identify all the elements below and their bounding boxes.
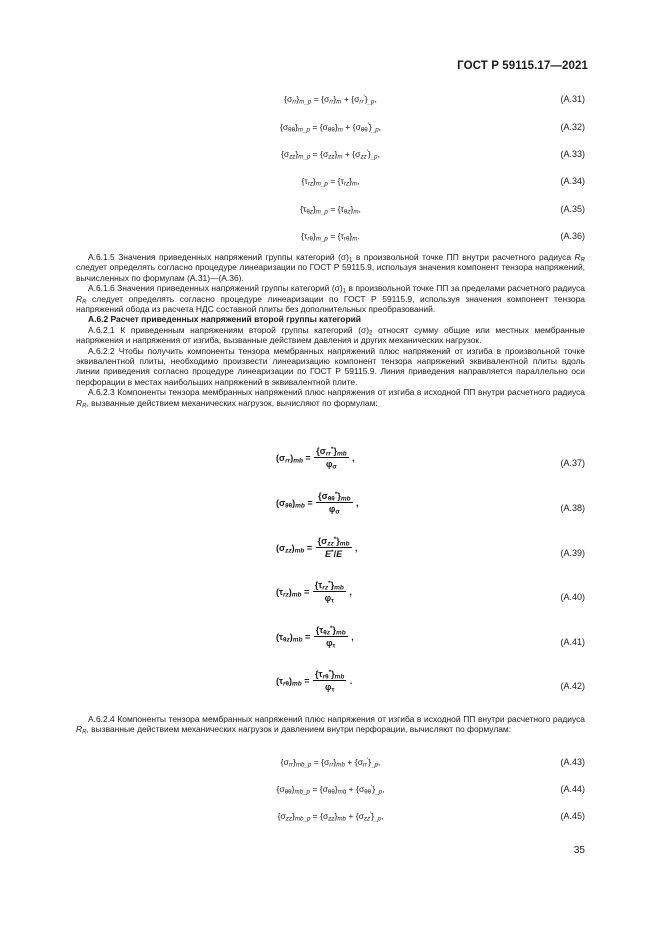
eq-number: (А.31) [560,94,585,104]
eq-number: (А.39) [560,548,585,558]
formula-a40: $(\tau_{rz})_{mb}$ = $\frac{\{\tau_{rz}^*\}_{mb}}{\varphi_\tau}$ , (А.40) [276,580,585,605]
formula-a41: $(\tau_{\theta z})_{mb}$ = $\frac{\{\tau_{\theta z}^*\}_{mb}}{\varphi_\tau}$ , (А.41) [276,625,585,650]
formula-a36: $\{\tau_{r\theta}\}_{m\_p} = \{\tau_{r\theta}\}_m$. (А.36) [301,231,585,243]
formula-a42: $(\tau_{r\theta})_{mb}$ = $\frac{\{\tau_{r\theta}^*\}_{mb}}{\varphi_\tau}$ . (А.42) [276,669,585,694]
formula-a37: $(\sigma_{rr})_{mb}$ = $\frac{\{\sigma_{rr}^*\}_{mb}}{\varphi_\sigma}$ , (А.37) [276,446,585,471]
formula-a33: $\{\sigma_{zz}\}_{m\_p} = \{\sigma_{zz}\}_m + \{\sigma_{zz}'\}_{\_p}$, (А.33) [281,149,585,161]
formula-a35: $\{\tau_{\theta z}\}_{m\_p} = \{\tau_{\theta z}\}_m$, (А.35) [300,204,585,216]
formula-a34: $\{\tau_{rz}\}_{m\_p} = \{\tau_{rz}\}_m$, (А.34) [301,176,585,188]
eq-number: (А.42) [560,681,585,691]
formula-a43: $\{\sigma_{rr}\}_{mb\_p} = \{\sigma_{rr}\}_{mb} + \{\sigma_{rr}'\}_{\_p}$, (А.43) [280,757,585,769]
paragraph-a623: А.6.2.3 Компоненты тензора мембранных напряжений плюс напряжения от изгиба в исходной ПП внутри расчетного радиуса $R_R$, вызванные действием механических нагрузок, вычисляют по формулам: [76,387,585,410]
formula-a45: $\{\sigma_{zz}\}_{mb\_p} = \{\sigma_{zz}\}_{mb} + \{\sigma_{zz}'\}_{\_p}$, (А.45) [277,811,585,823]
paragraph-a615: А.6.1.5 Значения приведенных напряжений группы категорий $(\sigma)_1$ в произвольной точке ПП внутри расчетного радиуса $R_R$ следует определять согласно процедуре линеаризации по ГОСТ Р 59115.9, используя значения компонент тензора напряжений, вычисленных по формулам (А.31)—(А.36). [76,252,585,283]
formula-a32: $\{\sigma_{\theta\theta}\}_{m\_p} = \{\sigma_{\theta\theta}\}_m + \{\sigma_{\theta\theta}'\}_{\_p}$, (А.32) [279,122,585,134]
eq-number: (А.44) [560,784,585,794]
paragraph-a616: А.6.1.6 Значения приведенных напряжений группы категорий $(\sigma)_1$ в произвольной точке ПП за пределами расчетного радиуса $R_R$ следует определять согласно процедуре линеаризации по ГОСТ Р 59115.9, используя значения компонент тензора напряжений обода из расчета НДС составной плиты без дополнительных преобразований. [76,283,585,315]
eq-number: (А.35) [560,204,585,214]
eq-number: (А.40) [560,592,585,602]
formula-a31: $\{\sigma_{rr}\}_{m\_p} = \{\sigma_{rr}\}_m + \{\sigma_{rr}'\}_{\_p}$, (А.31) [284,94,585,106]
text-block-a624 [76,714,585,735]
text-block-a6 [76,252,585,408]
eq-number: (А.41) [560,637,585,647]
eq-number: (А.36) [560,231,585,241]
eq-number: (А.38) [560,503,585,513]
paragraph-a624: А.6.2.4 Компоненты тензора мембранных напряжений плюс напряжения от изгиба в исходной ПП внутри расчетного радиуса $R_R$, вызванные действием механических нагрузок и давлением внутри перфорации, вычисляют по формулам: [76,714,585,736]
formula-a44: $\{\sigma_{\theta\theta}\}_{mb\_p} = \{\sigma_{\theta\theta}\}_{mb} + \{\sigma_{\theta\theta}'\}_{\_p}$, (А.44) [276,784,585,796]
eq-number: (А.32) [560,122,585,132]
paragraph-a621: А.6.2.1 К приведенным напряжениям второй группы категорий $(\sigma)_2$ относят сумму общие или местных мембранные напряжения и напряжения от изгиба, вызванные действием давления и других механических нагрузок. [76,324,586,346]
formula-a38: $(\sigma_{\theta\theta})_{mb}$ = $\frac{\{\sigma_{\theta\theta}^*\}_{mb}}{\varphi_\sigma}$ , (А.38) [276,491,585,516]
eq-number: (А.43) [560,757,585,767]
document-header: ГОСТ Р 59115.17—2021 [457,60,588,72]
section-heading-a62: А.6.2 Расчет приведенных напряжений второй группы категорий [88,314,361,325]
page-number: 35 [573,845,585,856]
eq-number: (А.37) [560,458,585,468]
eq-number: (А.33) [560,149,585,159]
formula-a39: $(\sigma_{zz})_{mb}$ = $\frac{\{\sigma_{zz}^*\}_{mb}}{E^*/E}$ , (А.39) [276,536,585,559]
paragraph-a622: А.6.2.2 Чтобы получить компоненты тензора мембранных напряжений плюс напряжений от изгиба в произвольной точке эквивалентной плиты, необходимо произвести линеаризацию компонент тензора напряжений эквивалентной плиты вдоль линии приведения согласно процедуре линеаризации по ГОСТ Р 59115.9. Линия приведения направляется параллельно оси перфорации в местах наибольших напряжений в эквивалентной плите. [76,345,585,387]
eq-number: (А.45) [560,811,585,821]
eq-number: (А.34) [560,176,585,186]
